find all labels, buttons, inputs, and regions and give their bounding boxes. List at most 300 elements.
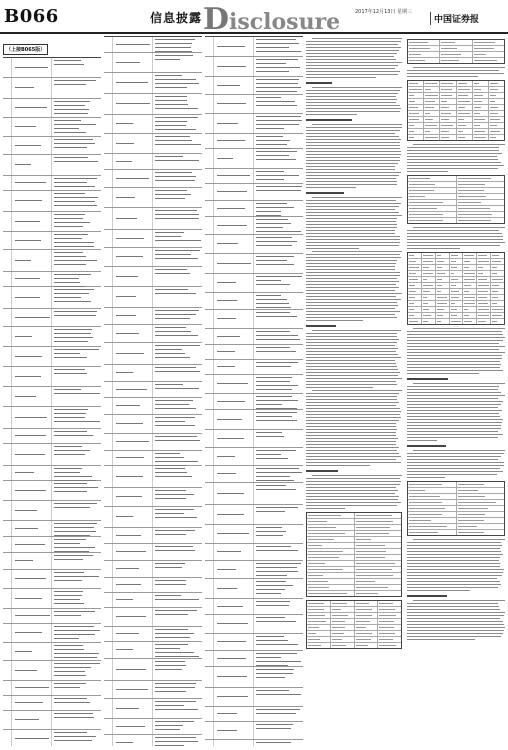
table-cell [408, 135, 424, 140]
text-line [256, 331, 290, 332]
row-index-cell [3, 250, 12, 271]
text-line [312, 197, 402, 198]
text-line [217, 243, 238, 244]
table-cell [473, 52, 504, 57]
table-cell [436, 301, 450, 306]
table-cell [436, 271, 450, 276]
table-cell [355, 625, 379, 630]
fund-name-cell [113, 544, 153, 560]
row-index-cell [104, 267, 113, 286]
fund-row [104, 53, 202, 73]
table-cell [408, 319, 422, 324]
fund-name-cell [12, 730, 52, 746]
fund-row [104, 73, 202, 94]
fund-name-cell [113, 170, 153, 187]
text-line [54, 732, 87, 733]
text-line [306, 345, 395, 346]
row-index-cell [3, 681, 12, 695]
fund-detail-cell [52, 287, 101, 308]
text-line [116, 82, 148, 83]
table-cell [408, 105, 424, 110]
text-line [15, 221, 40, 222]
table-cell [440, 123, 456, 128]
table-cell [408, 52, 440, 57]
table-cell [378, 631, 401, 636]
text-line [256, 567, 297, 568]
fund-row [3, 429, 101, 444]
text-line [217, 318, 236, 319]
fund-name-cell [214, 634, 254, 650]
text-line [407, 453, 504, 454]
text-line [155, 701, 196, 702]
fund-detail-cell [52, 643, 101, 660]
fund-row [205, 310, 303, 329]
text-line [155, 353, 184, 354]
fund-row [205, 329, 303, 345]
text-line [155, 425, 195, 426]
text-line [407, 407, 498, 408]
text-line [306, 215, 402, 216]
text-line [155, 721, 193, 722]
fund-detail-cell [153, 365, 202, 381]
text-line [407, 422, 502, 423]
fund-row [205, 688, 303, 707]
table-cell [457, 93, 473, 98]
text-line [54, 653, 98, 654]
text-line [155, 136, 190, 137]
text-line [54, 301, 91, 302]
text-line [256, 179, 284, 180]
text-line [256, 227, 283, 228]
table-cell [477, 295, 491, 300]
fund-name-cell [214, 329, 254, 344]
text-line [155, 633, 193, 634]
text-line [306, 502, 401, 503]
fund-name-cell [214, 95, 254, 113]
text-line [116, 143, 134, 144]
text-line [15, 297, 40, 298]
text-line [54, 101, 90, 102]
table-cell [473, 123, 489, 128]
table-cell [424, 129, 440, 134]
table-cell [450, 295, 464, 300]
row-index-cell [3, 155, 12, 175]
text-line [15, 396, 36, 397]
text-line [155, 665, 186, 666]
fund-name-cell [113, 466, 153, 487]
text-line [54, 435, 92, 436]
text-line [306, 447, 399, 448]
table-cell [440, 87, 456, 92]
text-line [217, 551, 241, 552]
fund-name-cell [214, 134, 254, 148]
text-line [116, 496, 142, 497]
text-line [407, 150, 499, 151]
text-line [306, 372, 400, 373]
text-line [407, 367, 500, 368]
row-index-cell [104, 642, 113, 658]
table-cell [457, 218, 505, 223]
text-line [54, 341, 88, 342]
text-line [256, 644, 297, 645]
text-line [407, 76, 478, 77]
row-index-cell [205, 634, 214, 650]
fund-detail-cell [153, 37, 202, 52]
text-line [407, 419, 503, 420]
fund-detail-cell [254, 254, 303, 273]
text-line [54, 393, 100, 394]
text-line [407, 245, 500, 246]
text-line [407, 606, 499, 607]
fund-name-cell [214, 201, 254, 216]
fund-row [104, 248, 202, 267]
table-cell [491, 289, 504, 294]
fund-row [205, 448, 303, 466]
fund-row [3, 272, 101, 287]
text-line [256, 207, 294, 208]
text-column-4 [306, 36, 402, 746]
text-line [54, 222, 89, 223]
text-line [15, 454, 45, 455]
fund-list-column-1 [3, 36, 101, 746]
text-line [155, 599, 198, 600]
fund-detail-cell [254, 722, 303, 739]
fund-row [3, 681, 101, 696]
text-line [306, 465, 370, 466]
row-index-cell [3, 78, 12, 98]
row-index-cell [104, 37, 113, 52]
text-line [155, 331, 191, 332]
fund-row [104, 398, 202, 415]
text-line [217, 713, 237, 714]
text-line [54, 572, 84, 573]
data-table [407, 39, 505, 64]
table-cell [473, 99, 489, 104]
text-line [155, 513, 184, 514]
fund-row [104, 561, 202, 578]
fund-name-cell [113, 37, 153, 52]
text-line [306, 405, 396, 406]
text-line [155, 51, 191, 52]
row-index-cell [3, 589, 12, 608]
fund-name-cell [12, 367, 52, 386]
text-line [54, 369, 85, 370]
row-index-cell [104, 719, 113, 734]
row-index-cell [205, 579, 214, 598]
table-cell [463, 277, 477, 282]
text-line [306, 227, 397, 228]
text-line [256, 203, 286, 204]
text-line [306, 221, 396, 222]
text-line [306, 481, 401, 482]
fund-row [205, 37, 303, 57]
text-line [54, 483, 87, 484]
text-line [54, 264, 86, 265]
table-cell [457, 518, 505, 523]
text-line [116, 726, 145, 727]
row-index-cell [104, 451, 113, 465]
table-cell [424, 123, 440, 128]
table-cell [491, 253, 504, 258]
row-index-cell [205, 667, 214, 687]
text-line [155, 661, 185, 662]
text-line [413, 227, 505, 228]
fund-row [3, 176, 101, 191]
table-cell [473, 111, 489, 116]
fund-name-cell [214, 274, 254, 292]
fund-name-cell [214, 667, 254, 687]
text-line [407, 168, 498, 169]
table-cell [307, 525, 355, 530]
page-number: B066 [4, 6, 59, 27]
table-cell [422, 277, 436, 282]
text-line [256, 677, 285, 678]
text-line [306, 432, 396, 433]
data-table [407, 175, 505, 224]
fund-row [104, 94, 202, 115]
text-line [54, 507, 90, 508]
text-line [306, 257, 401, 258]
text-line [306, 490, 398, 491]
text-line [306, 275, 400, 276]
row-index-cell [104, 287, 113, 307]
text-line [306, 456, 401, 457]
row-index-cell [205, 293, 214, 309]
text-line [54, 178, 97, 179]
text-line [54, 186, 95, 187]
row-index-cell [104, 434, 113, 450]
text-line [54, 468, 82, 469]
row-index-cell [3, 272, 12, 286]
text-line [15, 687, 49, 688]
text-line [116, 551, 146, 552]
fund-name-cell [214, 375, 254, 393]
row-index-cell [104, 593, 113, 607]
text-line [256, 404, 282, 405]
text-line [256, 571, 298, 572]
text-line [306, 311, 400, 312]
text-line [306, 408, 400, 409]
text-line [306, 351, 396, 352]
table-cell [450, 283, 464, 288]
text-line [306, 142, 400, 143]
fund-detail-cell [52, 407, 101, 428]
text-line [407, 627, 505, 628]
table-cell [477, 283, 491, 288]
fund-row [3, 407, 101, 429]
fund-name-cell [113, 287, 153, 307]
table-cell [307, 631, 331, 636]
row-index-cell [104, 170, 113, 187]
fund-row [104, 170, 202, 188]
fund-row [3, 521, 101, 537]
row-index-cell [205, 707, 214, 721]
fund-name-cell [12, 643, 52, 660]
text-line [256, 159, 296, 160]
fund-row [205, 667, 303, 688]
fund-row [3, 696, 101, 711]
table-row [408, 530, 504, 535]
fund-row [3, 466, 101, 481]
text-line [54, 717, 94, 718]
fund-name-cell [113, 561, 153, 577]
text-line [54, 120, 81, 121]
fund-detail-cell [153, 73, 202, 93]
table-cell [408, 283, 422, 288]
row-index-cell [104, 561, 113, 577]
text-line [306, 281, 399, 282]
text-line [217, 676, 247, 677]
fund-detail-cell [153, 434, 202, 450]
table-cell [457, 129, 473, 134]
text-line [306, 139, 401, 140]
fund-detail-cell [52, 212, 101, 231]
text-line [116, 178, 149, 179]
text-line [54, 638, 79, 639]
fund-detail-cell [52, 589, 101, 608]
table-cell [440, 105, 456, 110]
text-line [256, 412, 297, 413]
fund-row [3, 643, 101, 661]
text-line [155, 214, 198, 215]
row-index-cell [3, 624, 12, 642]
fund-detail-cell [254, 615, 303, 633]
fund-name-cell [12, 78, 52, 98]
row-index-cell [104, 544, 113, 560]
row-index-cell [104, 507, 113, 527]
text-line [116, 669, 146, 670]
text-line [407, 636, 501, 637]
text-line [256, 59, 298, 60]
text-line [306, 169, 395, 170]
text-line [306, 133, 395, 134]
text-line [217, 730, 237, 731]
table-cell [436, 277, 450, 282]
fund-name-cell [12, 212, 52, 231]
fund-name-cell [113, 593, 153, 607]
text-line [155, 367, 196, 368]
fund-name-cell [214, 169, 254, 183]
table-cell [307, 579, 355, 584]
row-index-cell [205, 184, 214, 200]
fund-row [205, 95, 303, 114]
text-line [155, 289, 187, 290]
fund-row [3, 78, 101, 99]
fund-row [104, 451, 202, 466]
text-line [54, 80, 96, 81]
text-line [306, 99, 397, 100]
text-line [306, 74, 398, 75]
text-line [54, 132, 85, 133]
body-text-4 [306, 38, 402, 649]
fund-detail-cell [52, 347, 101, 366]
heading-line [306, 119, 352, 121]
text-line [15, 240, 41, 241]
table-cell [355, 561, 402, 566]
fund-list-column-3 [205, 36, 303, 746]
fund-row [104, 365, 202, 382]
table-cell [408, 530, 457, 535]
text-line [155, 652, 194, 653]
fund-detail-cell [153, 507, 202, 527]
table-cell [473, 58, 504, 63]
text-line [407, 358, 502, 359]
text-line [256, 673, 292, 674]
text-line [256, 97, 281, 98]
table-cell [408, 218, 457, 223]
table-cell [489, 117, 504, 122]
text-line [256, 47, 289, 48]
text-line [155, 310, 198, 311]
text-line [54, 702, 89, 703]
row-index-cell [205, 134, 214, 148]
text-line [155, 117, 198, 118]
text-line [306, 41, 401, 42]
text-line [54, 147, 87, 148]
text-line [312, 330, 401, 331]
row-index-cell [205, 599, 214, 614]
fund-row [205, 149, 303, 169]
text-line [256, 669, 293, 670]
fund-row [205, 274, 303, 293]
table-cell [408, 259, 422, 264]
text-line [54, 278, 79, 279]
text-line [407, 236, 503, 237]
text-line [407, 70, 499, 71]
text-line [306, 393, 399, 394]
text-line [54, 282, 80, 283]
text-line [256, 316, 296, 317]
text-line [407, 474, 497, 475]
fund-row [3, 327, 101, 347]
fund-name-cell [113, 642, 153, 658]
text-line [306, 200, 396, 201]
text-line [155, 741, 198, 742]
table-cell [436, 307, 450, 312]
table-cell [307, 619, 331, 624]
fund-row [104, 115, 202, 134]
fund-row [3, 367, 101, 387]
text-line [155, 461, 198, 462]
fund-row [205, 134, 303, 149]
heading-line [306, 82, 332, 84]
fund-row [3, 232, 101, 250]
fund-name-cell [113, 608, 153, 626]
table-cell [408, 81, 424, 86]
text-line [54, 113, 88, 114]
text-line [155, 436, 197, 437]
fund-row [104, 659, 202, 681]
fund-detail-cell [52, 309, 101, 326]
text-line [407, 352, 505, 353]
text-line [155, 457, 183, 458]
fund-row [205, 77, 303, 95]
table-cell [473, 46, 504, 51]
text-line [155, 498, 186, 499]
text-line [407, 343, 499, 344]
text-line [407, 171, 448, 172]
fund-detail-cell [153, 415, 202, 433]
fund-detail-cell [254, 651, 303, 666]
text-line [306, 375, 398, 376]
text-line [15, 510, 37, 511]
fund-name-cell [214, 184, 254, 200]
fund-detail-cell [52, 444, 101, 465]
data-table [407, 481, 505, 536]
fund-detail-cell [254, 634, 303, 650]
row-index-cell [104, 94, 113, 114]
fund-name-cell [214, 448, 254, 465]
